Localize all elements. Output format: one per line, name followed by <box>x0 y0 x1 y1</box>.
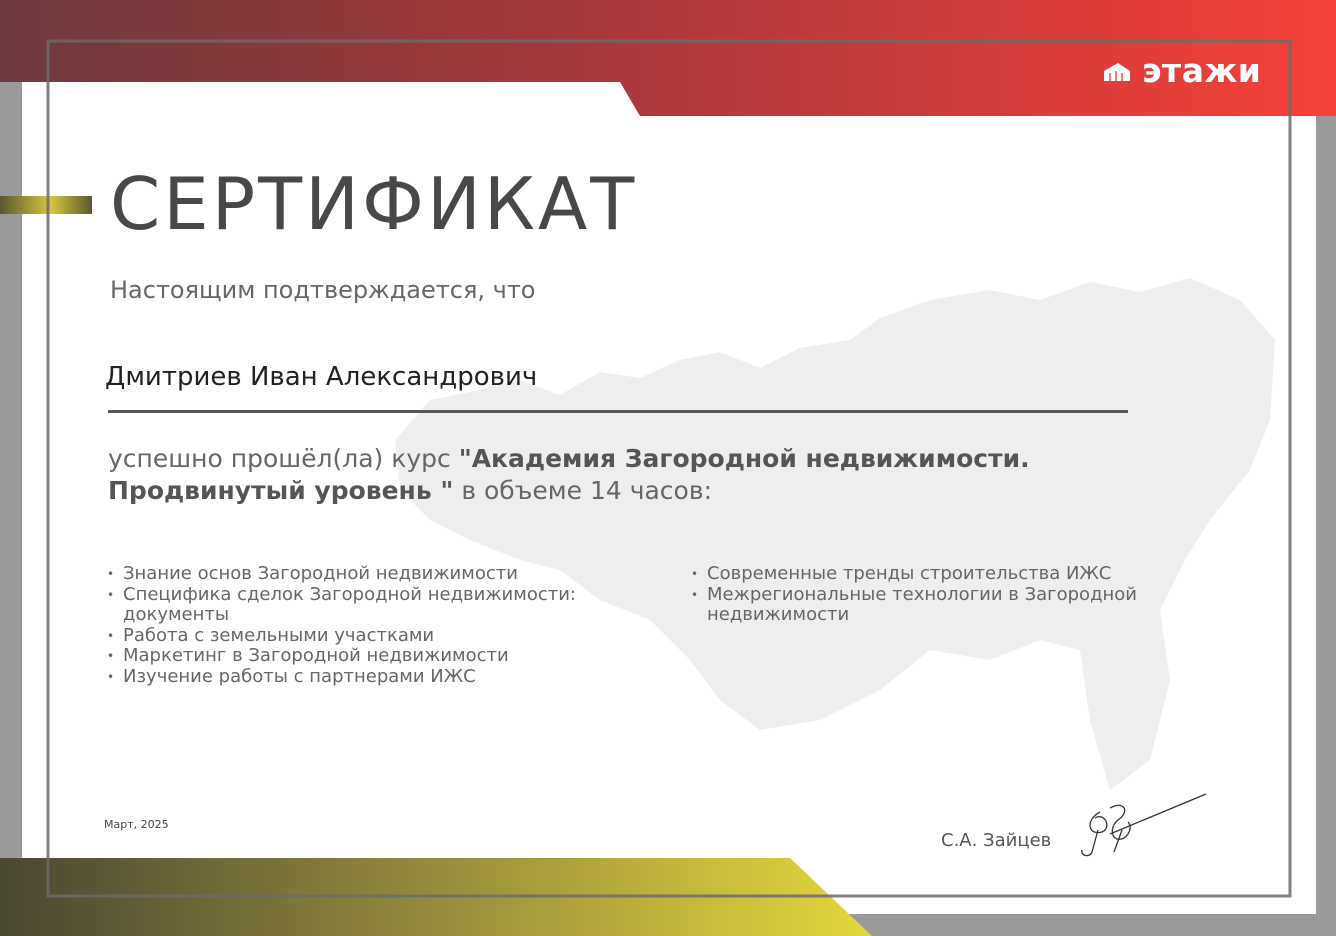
etazhi-logo <box>1102 51 1262 90</box>
list-item: • Межрегиональные технологии в Загородной недвижимости <box>707 585 1227 626</box>
logo-text: этажи <box>1142 51 1262 90</box>
list-item: • Специфика сделок Загородной недвижимости: документы <box>123 585 643 626</box>
signature-scribble <box>1082 794 1206 856</box>
list-item: • Современные тренды строительства ИЖС <box>707 564 1227 585</box>
list-item: • Изучение работы с партнерами ИЖС <box>123 667 643 688</box>
certificate-title: СЕРТИФИКАТ <box>110 162 638 246</box>
right-gray-bar <box>1316 110 1336 936</box>
building-icon <box>1102 59 1132 83</box>
russia-map-watermark <box>395 278 1275 790</box>
recipient-name: Дмитриев Иван Александрович <box>105 362 538 392</box>
list-item: • Знание основ Загородной недвижимости <box>123 564 643 585</box>
course-description <box>108 443 1108 507</box>
list-item: • Работа с земельными участками <box>123 626 643 647</box>
topics-list-right <box>691 564 1227 626</box>
issue-date: Март, 2025 <box>104 818 169 831</box>
signer-name: С.А. Зайцев <box>941 830 1052 851</box>
course-suffix: в объеме 14 часов: <box>453 476 712 505</box>
list-item: • Маркетинг в Загородной недвижимости <box>123 646 643 667</box>
course-prefix: успешно прошёл(ла) курс <box>108 444 459 473</box>
left-gray-bar <box>0 78 22 858</box>
name-underline <box>108 410 1128 413</box>
topics-list-left <box>107 564 643 687</box>
title-accent-bar <box>0 196 92 214</box>
intro-text: Настоящим подтверждается, что <box>110 276 536 304</box>
course-name: "Академия Загородной недвижимости. Продвинутый уровень " <box>108 444 1030 505</box>
